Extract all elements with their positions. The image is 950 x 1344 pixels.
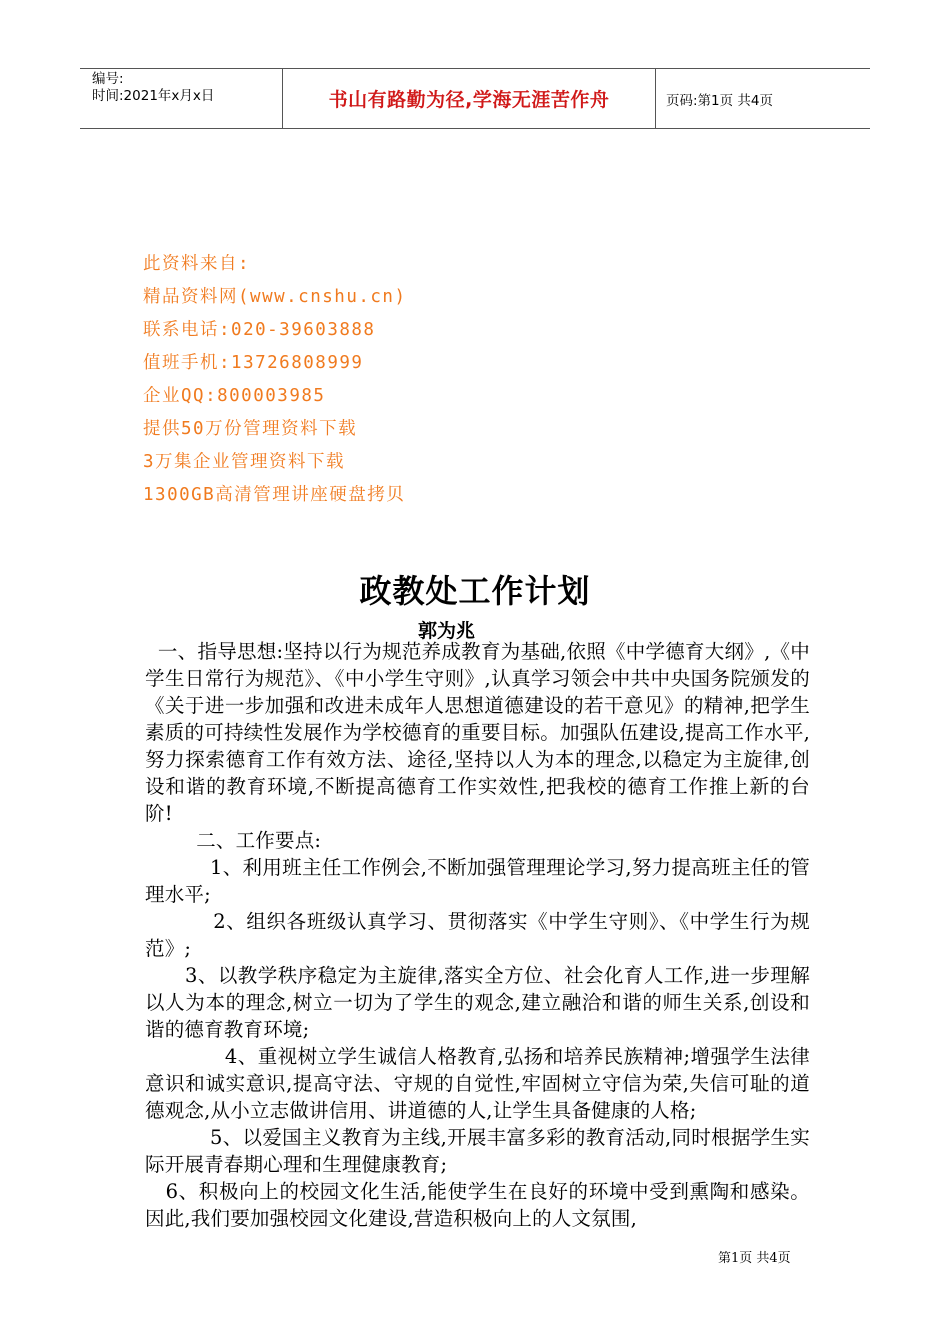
number-label: 编号: — [92, 71, 124, 87]
paragraph-item-3: 3、以教学秩序稳定为主旋律,落实全方位、社会化育人工作,进一步理解以人为本的理念,树立一切为了学生的观念,建立融洽和谐的师生关系,创设和谐的德育教育环境; — [145, 964, 810, 1041]
ad-line: 1300GB高清管理讲座硬盘拷贝 — [143, 485, 406, 505]
paragraph-item-4: 4、重视树立学生诚信人格教育,弘扬和培养民族精神;增强学生法律意识和诚实意识,提高守法、守规的自觉性,牢固树立守信为荣,失信可耻的道德观念,从小立志做讲信用、讲道德的人,让学生具备健康的人格; — [145, 1045, 810, 1122]
header-page-label: 页码:第1页 共4页 — [666, 92, 774, 109]
header-meta — [80, 69, 282, 128]
ad-line: 提供50万份管理资料下载 — [143, 419, 358, 439]
header-motto-cell — [282, 69, 656, 128]
header-page-cell — [656, 69, 870, 128]
paragraph-item-5: 5、以爱国主义教育为主线,开展丰富多彩的教育活动,同时根据学生实际开展青春期心理和生理健康教育; — [145, 1126, 810, 1176]
paragraph-item-2: 2、组织各班级认真学习、贯彻落实《中学生守则》、《中学生行为规范》; — [145, 910, 810, 960]
motto-text: 书山有路勤为径,学海无涯苦作舟 — [328, 89, 610, 111]
ad-line: 此资料来自: — [143, 254, 251, 274]
paragraph-item-1: 1、利用班主任工作例会,不断加强管理理论学习,努力提高班主任的管理水平; — [145, 856, 810, 906]
ad-line: 企业QQ:800003985 — [143, 386, 326, 406]
page-header — [80, 68, 870, 129]
document-title: 政教处工作计划 — [359, 572, 591, 610]
source-ad-block — [143, 248, 407, 512]
ad-line: 精品资料网(www.cnshu.cn) — [143, 287, 407, 307]
time-label: 时间:2021年x月x日 — [92, 88, 215, 104]
document-body — [145, 638, 810, 1232]
document-author: 郭为兆 — [417, 620, 475, 642]
ad-line: 3万集企业管理资料下载 — [143, 452, 346, 472]
ad-line: 值班手机:13726808999 — [143, 353, 364, 373]
page-footer: 第1页 共4页 — [718, 1251, 791, 1266]
paragraph-work-points-heading: 二、工作要点: — [145, 829, 322, 852]
paragraph-guiding-ideology: 一、指导思想:坚持以行为规范养成教育为基础,依照《中学德育大纲》,《中学生日常行为规范》、《中小学生守则》,认真学习领会中共中央国务院颁发的《关于进一步加强和改进未成年人思想道德建设的若干意见》的精神,把学生素质的可持续性发展作为学校德育的重要目标。加强队伍建设,提高工作水平,努力探索德育工作有效方法、途径,坚持以人为本的理念,以稳定为主旋律,创设和谐的教育环境,不断提高德育工作实效性,把我校的德育工作推上新的台阶! — [145, 640, 810, 825]
paragraph-item-6: 6、积极向上的校园文化生活,能使学生在良好的环境中受到熏陶和感染。因此,我们要加强校园文化建设,营造积极向上的人文氛围, — [145, 1180, 810, 1230]
ad-line: 联系电话:020-39603888 — [143, 320, 376, 340]
